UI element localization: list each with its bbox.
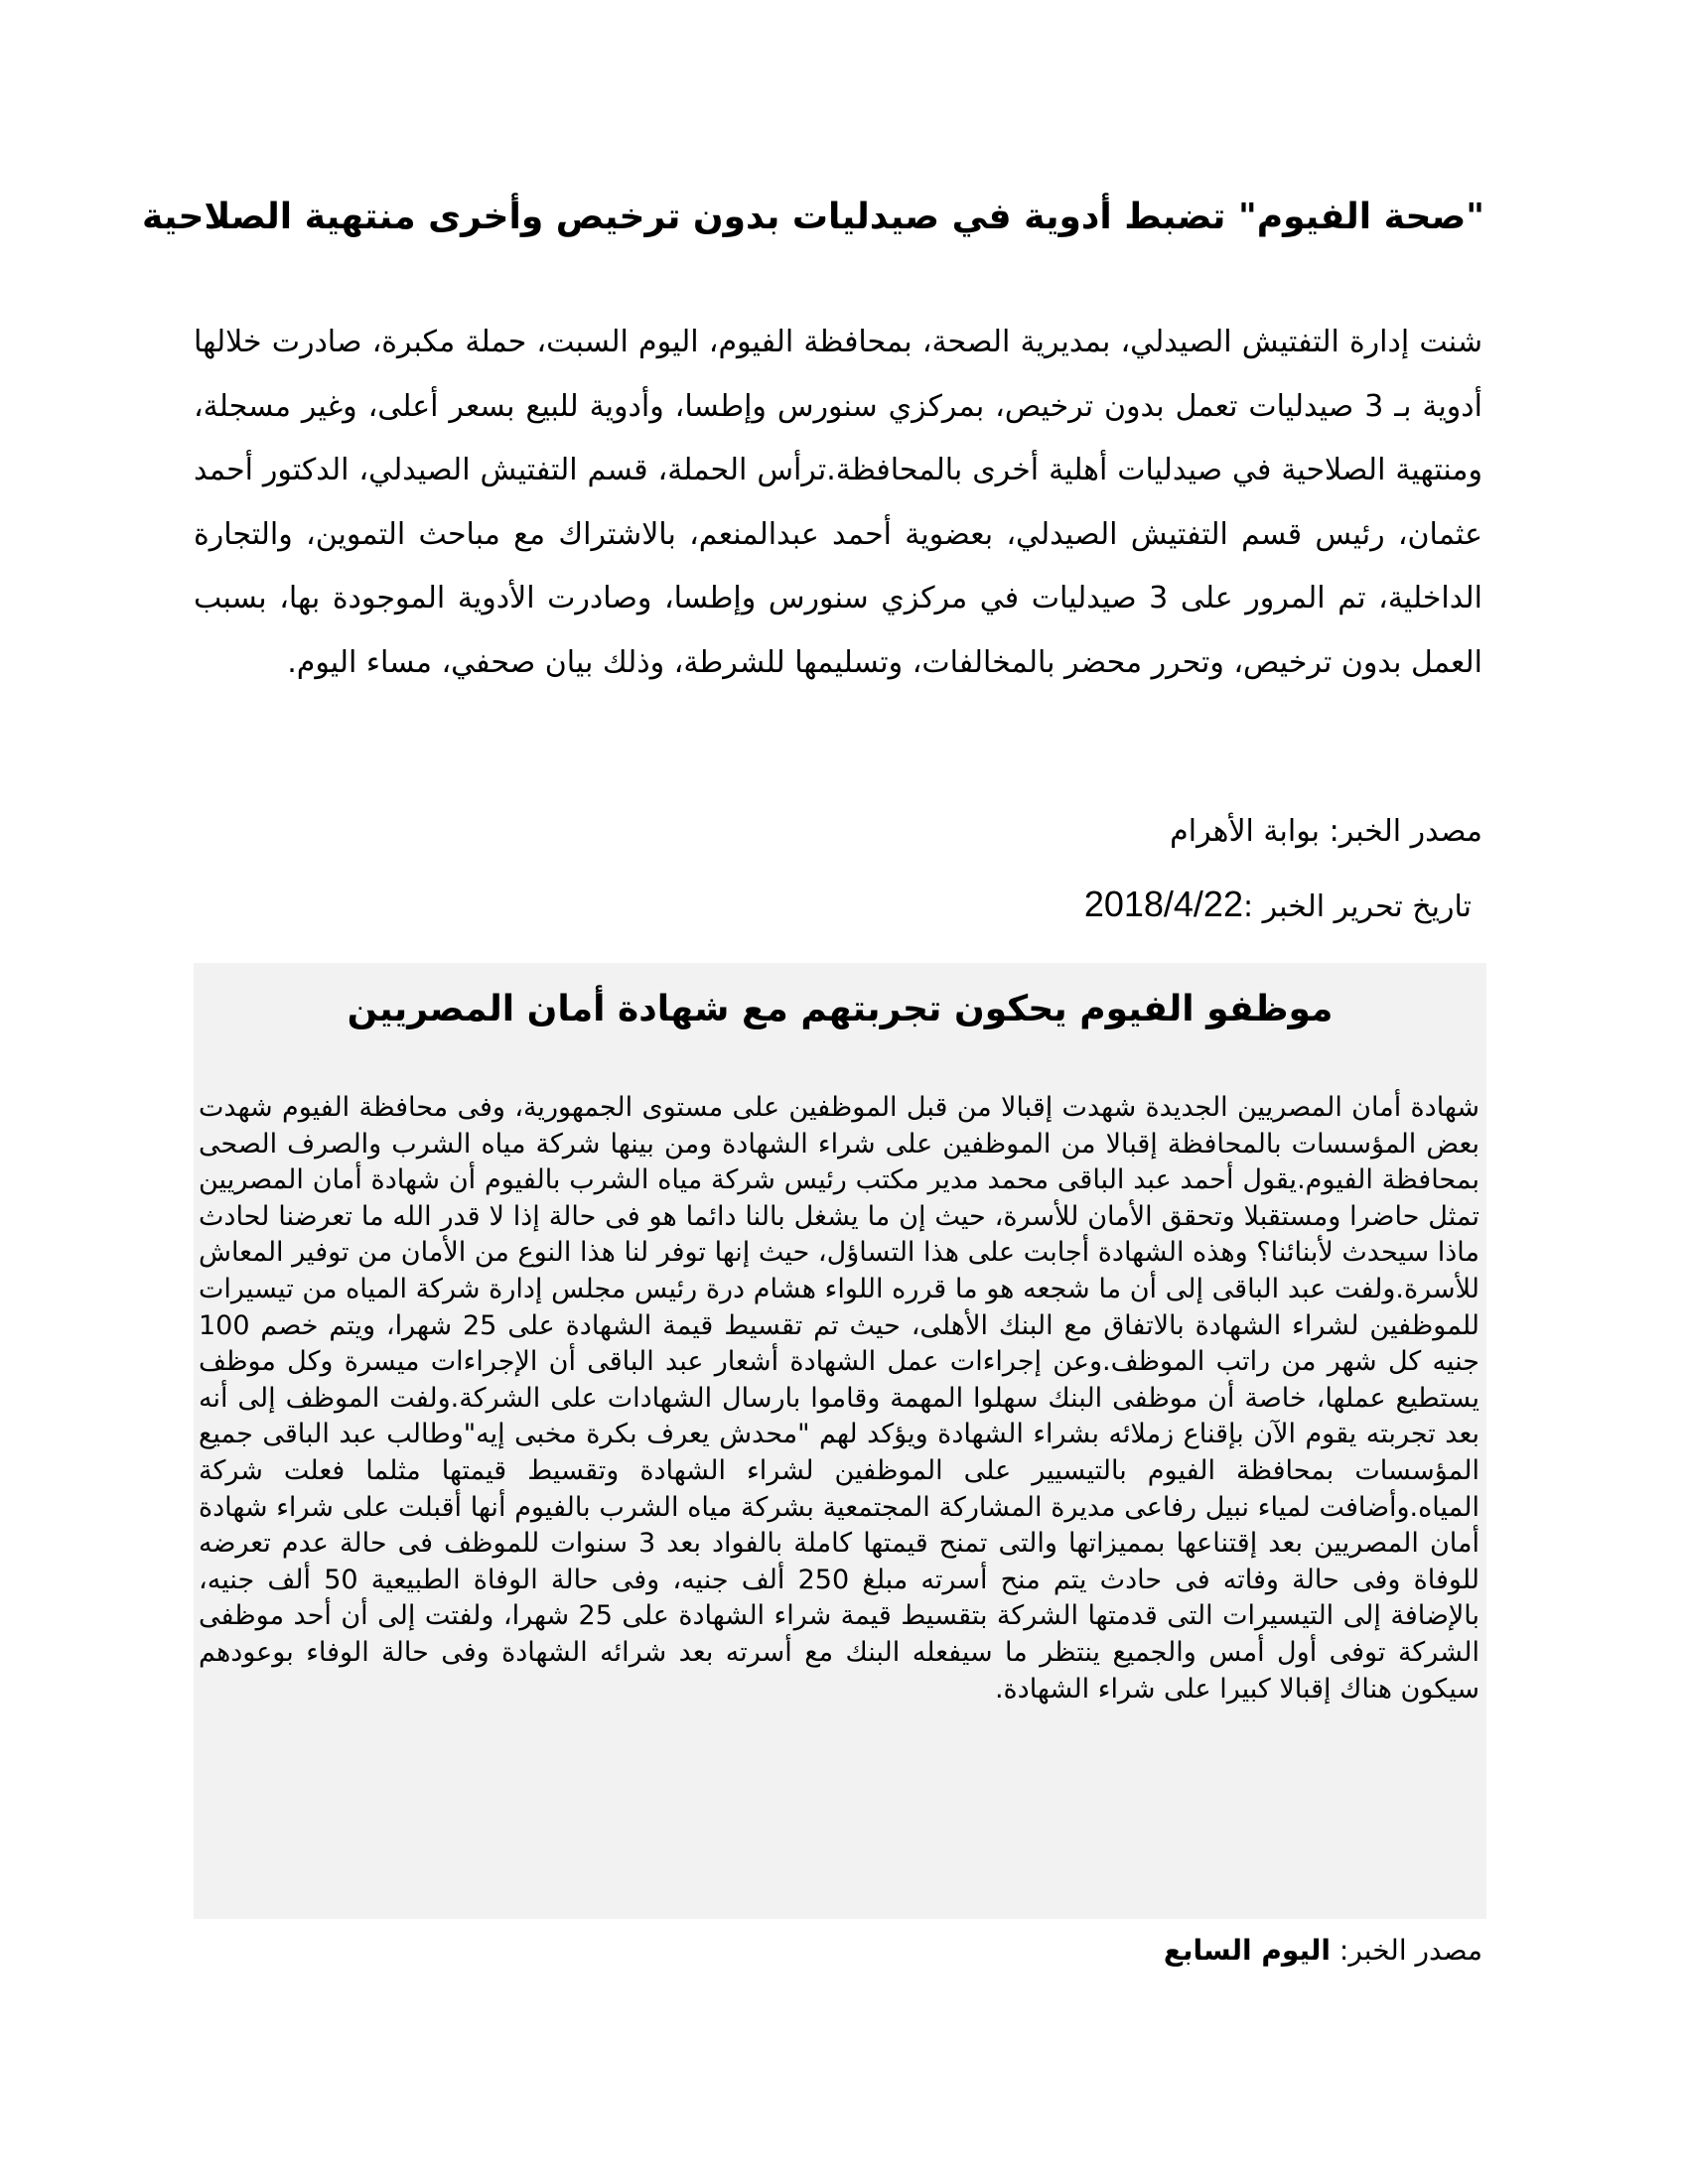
second-article-title: موظفو الفيوم يحكون تجربتهم مع شهادة أمان المصريين <box>347 989 1334 1029</box>
second-article-body: شهادة أمان المصريين الجديدة شهدت إقبالا من قبل الموظفين على مستوى الجمهورية، وفى محافظة الفيوم شهدت بعض المؤسسات بالمحافظة إقبالا من الموظفين على شراء الشهادة ومن بينها شركة مياه الشرب والصرف الصحى بمحافظة الفيوم.يقول أحمد عبد الباقى محمد مدير مكتب رئيس شركة مياه الشرب بالفيوم أن شهادة أمان المصريين تمثل حاضرا ومستقبلا وتحقق الأمان للأسرة، حيث إن ما يشغل بالنا دائما هو فى حالة إذا لا قدر الله ما تعرضنا لحادث ماذا سيحدث لأبنائنا؟ وهذه الشهادة أجابت على هذا التساؤل، حيث إنها توفر لنا هذا النوع من الأمان من توفير المعاش للأسرة.ولفت عبد الباقى إلى أن ما شجعه هو ما قرره اللواء هشام درة رئيس مجلس إدارة شركة المياه من تيسيرات للموظفين لشراء الشهادة بالاتفاق مع البنك الأهلى، حيث تم تقسيط قيمة الشهادة على 25 شهرا، ويتم خصم 100 جنيه كل شهر من راتب الموظف.وعن إجراءات عمل الشهادة أشعار عبد الباقى أن الإجراءات ميسرة وكل موظف يستطيع عملها، خاصة أن موظفى البنك سهلوا المهمة وقاموا بارسال الشهادات على الشركة.ولفت الموظف إلى أنه بعد تجربته يقوم الآن بإقناع زملائه بشراء الشهادة ويؤكد لهم "محدش يعرف بكرة مخبى إيه"وطالب عبد الباقى جميع المؤسسات بمحافظة الفيوم بالتيسيير على الموظفين لشراء الشهادة وتقسيط قيمتها مثلما فعلت شركة المياه.وأضافت لمياء نبيل رفاعى مديرة المشاركة المجتمعية بشركة مياه الشرب بالفيوم أنها أقبلت على شراء شهادة أمان المصريين بعد إقتناعها بمميزاتها والتى تمنح قيمتها كاملة بالفواد بعد 3 سنوات للموظف فى حالة عدم تعرضه للوفاة وفى حالة وفاته فى حادث يتم منح أسرته مبلغ 250 ألف جنيه، وفى حالة الوفاة الطبيعية 50 ألف جنيه، بالإضافة إلى التيسيرات التى قدمتها الشركة بتقسيط قيمة شراء الشهادة على 25 شهرا، ولفتت إلى أن أحد موظفى الشركة توفى أول أمس والجميع ينتظر ما سيفعله البنك مع أسرته بعد شرائه الشهادة وفى حالة الوفاء بوعودهم سيكون هناك إقبالا كبيرا على شراء الشهادة. <box>199 1092 1480 1705</box>
second-article-panel <box>194 963 1486 1919</box>
article-title: "صحة الفيوم" تضبط أدوية في صيدليات بدون ترخيص وأخرى منتهية الصلاحية <box>141 197 1484 237</box>
source-value: بوابة الأهرام <box>1170 814 1321 849</box>
article-source <box>194 812 1482 852</box>
second-article-source <box>194 1931 1482 1971</box>
article-body: شنت إدارة التفتيش الصيدلي، بمديرية الصحة، بمحافظة الفيوم، اليوم السبت، حملة مكبرة، صادرت خلالها أدوية بـ 3 صيدليات تعمل بدون ترخيص، بمركزي سنورس وإطسا، وأدوية للبيع بسعر أعلى، وغير مسجلة، ومنتهية الصلاحية في صيدليات أهلية أخرى بالمحافظة.ترأس الحملة، قسم التفتيش الصيدلي، الدكتور أحمد عثمان، رئيس قسم التفتيش الصيدلي، بعضوية أحمد عبدالمنعم، بالاشتراك مع مباحث التموين، والتجارة الداخلية، تم المرور على 3 صيدليات في مركزي سنورس وإطسا، وصادرت الأدوية الموجودة بها، بسبب العمل بدون ترخيص، وتحرر محضر بالمخالفات، وتسليمها للشرطة، وذلك بيان صحفي، مساء اليوم. <box>194 325 1482 680</box>
date-value: 2018/4/22 <box>1083 884 1243 924</box>
date-label: تاريخ تحرير الخبر : <box>1242 889 1472 924</box>
article-date <box>194 884 1472 928</box>
source-value: اليوم السابع <box>1163 1934 1331 1967</box>
source-label: مصدر الخبر: <box>1320 814 1482 849</box>
source-label: مصدر الخبر: <box>1330 1934 1482 1967</box>
